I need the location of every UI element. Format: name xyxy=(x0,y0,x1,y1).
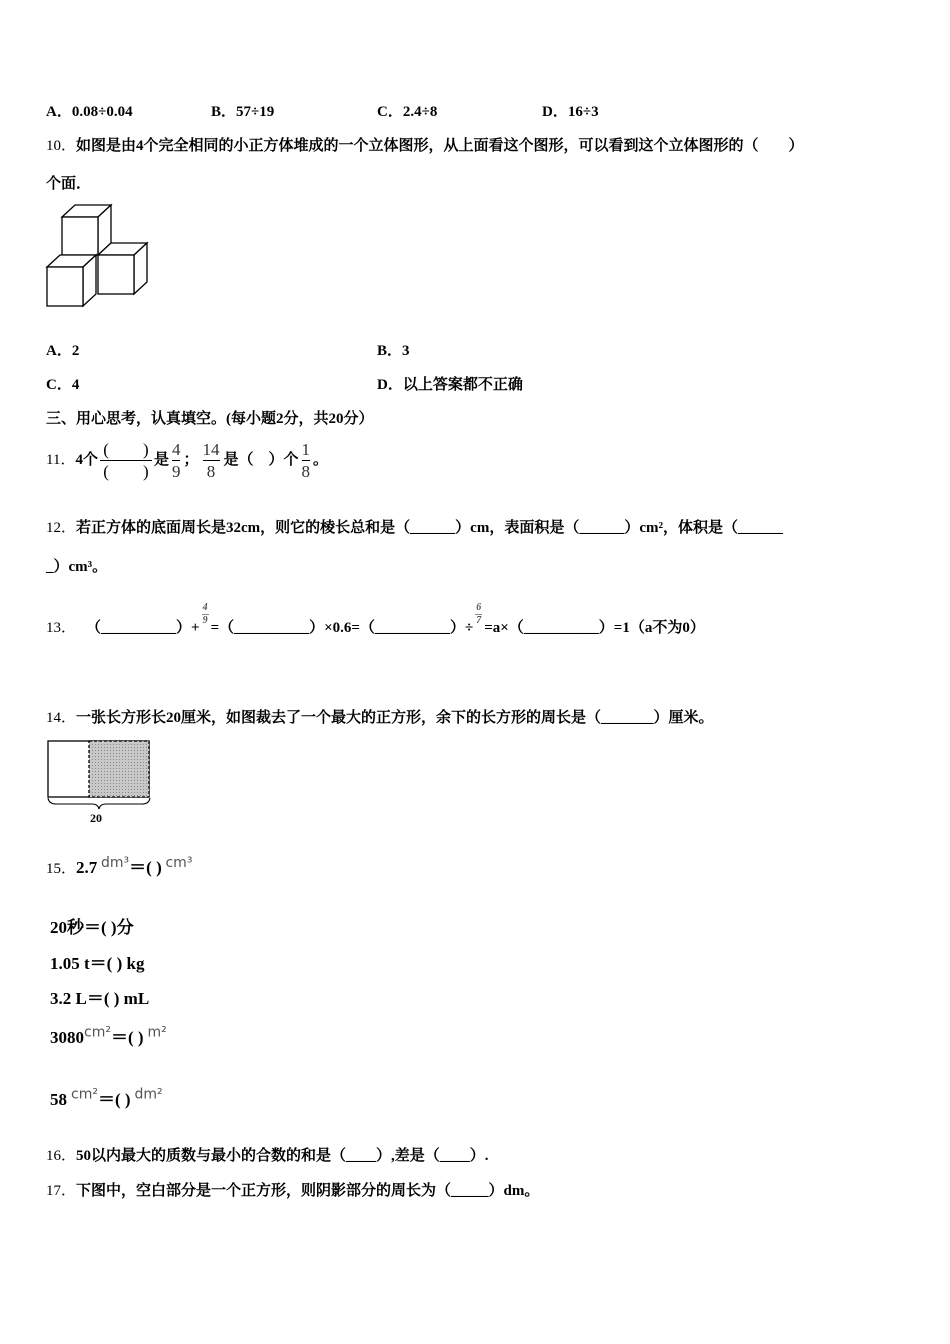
q10-text-line1: 如图是由4个完全相同的小正方体堆成的一个立体图形，从上面看这个图形，可以看到这个立体图形的（ ） xyxy=(76,138,804,154)
q16-text: 50以内最大的质数与最小的合数的和是（____）,差是（____）. xyxy=(76,1148,489,1164)
q11-separator: ； xyxy=(183,452,199,468)
cube-top-front-face xyxy=(62,217,98,255)
q11-f3-numerator: 1 xyxy=(301,439,311,459)
q14-brace xyxy=(48,798,150,809)
q11-blank-denominator: ( ) xyxy=(103,461,149,481)
q11-fraction-3 xyxy=(302,441,311,480)
q16-question xyxy=(46,1145,489,1167)
q15-l5-value: 3080 xyxy=(50,1028,84,1047)
q13-number: 13． xyxy=(46,620,77,636)
q13-question xyxy=(46,600,705,656)
q10-option-c: C．4 xyxy=(46,377,80,393)
q11-fraction-1 xyxy=(172,441,181,480)
q11-fraction-2 xyxy=(203,441,220,480)
q17-question xyxy=(46,1180,539,1202)
q9-option-c: C．2.4÷8 xyxy=(377,104,438,120)
q13-part1: （__________）+ xyxy=(86,620,200,636)
q14-rectangle-figure xyxy=(44,738,156,828)
q14-number: 14． xyxy=(46,710,77,726)
q15-l1-value: 2.7 xyxy=(76,858,98,877)
q10-cube-figure xyxy=(44,203,154,309)
q15-line4: 3.2 L＝( ) mL xyxy=(50,989,150,1008)
q12-number: 12． xyxy=(46,520,77,536)
q15-line6 xyxy=(50,1085,163,1110)
q14-figure-label: 20 xyxy=(90,811,102,825)
q13-f2-denominator: 7 xyxy=(476,614,482,626)
q15-line3: 1.05 t＝( ) kg xyxy=(50,954,145,973)
q15-l6-value: 58 xyxy=(50,1090,67,1109)
q13-fraction-2 xyxy=(475,603,482,626)
q11-f2-denominator: 8 xyxy=(206,461,216,481)
q15-l1-unit2: cm³ xyxy=(165,855,193,871)
q16-number: 16． xyxy=(46,1148,77,1164)
q11-blank-numerator: ( ) xyxy=(103,439,149,459)
q15-l1-mid: ＝( ) xyxy=(129,858,162,877)
q13-f2-numerator: 6 xyxy=(476,601,482,613)
q15-line5 xyxy=(50,1023,167,1048)
q10-option-b: B．3 xyxy=(377,343,410,359)
q11-blank-fraction xyxy=(100,441,152,480)
q11-is1: 是 xyxy=(153,452,169,468)
q11-number: 11． xyxy=(46,452,76,468)
q9-option-d: D．16÷3 xyxy=(542,104,599,120)
q11-question xyxy=(46,430,328,490)
q13-fraction-1 xyxy=(202,603,209,626)
q10-number: 10． xyxy=(46,138,77,154)
q15-line1 xyxy=(46,852,192,880)
q17-text: 下图中，空白部分是一个正方形，则阴影部分的周长为（_____）dm。 xyxy=(76,1183,540,1199)
q13-f1-denominator: 9 xyxy=(202,614,208,626)
q10-option-a: A．2 xyxy=(46,343,80,359)
q10-question xyxy=(46,135,804,157)
q10-text-line2: 个面． xyxy=(46,176,92,192)
q12-text-line2: _）cm³。 xyxy=(46,559,108,575)
q15-l5-unit1: cm² xyxy=(84,1024,111,1041)
q15-line2: 20秒＝( )分 xyxy=(50,918,134,937)
q10-option-d: D．以上答案都不正确 xyxy=(377,377,523,393)
q9-option-b: B．57÷19 xyxy=(211,104,275,120)
q14-text: 一张长方形长20厘米，如图裁去了一个最大的正方形，余下的长方形的周长是（_______）厘米。 xyxy=(76,710,714,726)
section3-title: 三、用心思考，认真填空。(每小题2分，共20分） xyxy=(46,411,374,427)
q13-part2: =（__________）×0.6=（__________）÷ xyxy=(210,620,474,636)
q15-l5-mid: ＝( ) xyxy=(110,1028,144,1047)
q12-line1 xyxy=(46,517,783,539)
q15-l6-unit2: dm² xyxy=(134,1086,163,1103)
q11-end: 。 xyxy=(313,452,329,468)
q15-l1-unit1: dm³ xyxy=(101,855,130,871)
q17-number: 17． xyxy=(46,1183,77,1199)
cube-left-front-face xyxy=(47,267,83,306)
q12-text-line1: 若正方体的底面周长是32cm，则它的棱长总和是（______）cm，表面积是（______）cm²，体积是（______ xyxy=(76,520,783,536)
q9-option-a: A．0.08÷0.04 xyxy=(46,104,133,120)
q11-prefix: 4个 xyxy=(75,452,98,468)
q11-f1-denominator: 9 xyxy=(171,461,181,481)
cube-right-front-face xyxy=(98,255,134,294)
q15-l5-unit2: m² xyxy=(147,1024,167,1041)
q11-f3-denominator: 8 xyxy=(301,461,311,481)
q13-f1-numerator: 4 xyxy=(202,601,208,613)
q13-part3: =a×（__________）=1（a不为0） xyxy=(484,620,705,636)
q11-is2: 是（ ）个 xyxy=(223,452,299,468)
q11-f1-numerator: 4 xyxy=(171,439,181,459)
q14-question xyxy=(46,707,714,729)
q15-l6-unit1: cm² xyxy=(71,1086,98,1103)
q15-l6-mid: ＝( ) xyxy=(97,1090,131,1109)
q14-shaded-square xyxy=(89,741,149,797)
q15-number: 15． xyxy=(46,861,77,877)
q11-f2-numerator: 14 xyxy=(202,439,220,459)
